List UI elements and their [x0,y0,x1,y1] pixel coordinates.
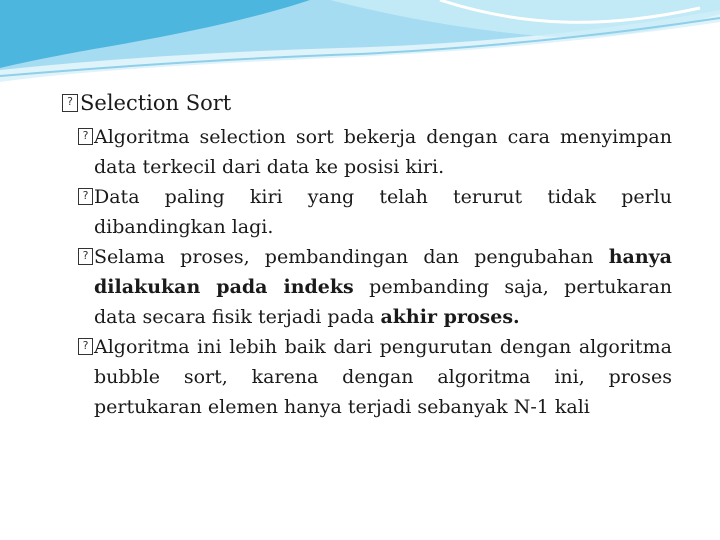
list-item [62,242,672,332]
item-text: Algoritma ini lebih baik dari pengurutan dengan algoritma bubble sort, karena dengan algoritma ini, proses pertukaran elemen hanya terjadi sebanyak N-1 kali [94,336,672,418]
missing-glyph-icon [78,248,93,265]
item-text: pembanding saja, pertukaran data secara fisik terjadi pada [94,276,673,328]
item-text: Algoritma selection sort bekerja dengan cara menyimpan data terkecil dari data ke posisi kiri. [94,126,672,178]
slide-title-text: Selection Sort [80,91,232,115]
list-item [62,122,672,182]
missing-glyph-icon [62,94,78,112]
item-text-bold: akhir proses. [380,306,520,328]
missing-glyph-icon [78,338,93,355]
slide-title [62,88,672,118]
slide-content [62,88,672,422]
item-text-bold: hanya dilakukan pada indeks [94,246,672,298]
list-item [62,182,672,242]
decorative-wave-banner [0,0,720,90]
missing-glyph-icon [78,128,93,145]
item-text: Data paling kiri yang telah terurut tidak perlu dibandingkan lagi. [94,186,672,238]
item-text: Selama proses, pembandingan dan pengubahan [94,246,609,268]
missing-glyph-icon [78,188,93,205]
bullet-list [62,122,672,422]
list-item [62,332,672,422]
